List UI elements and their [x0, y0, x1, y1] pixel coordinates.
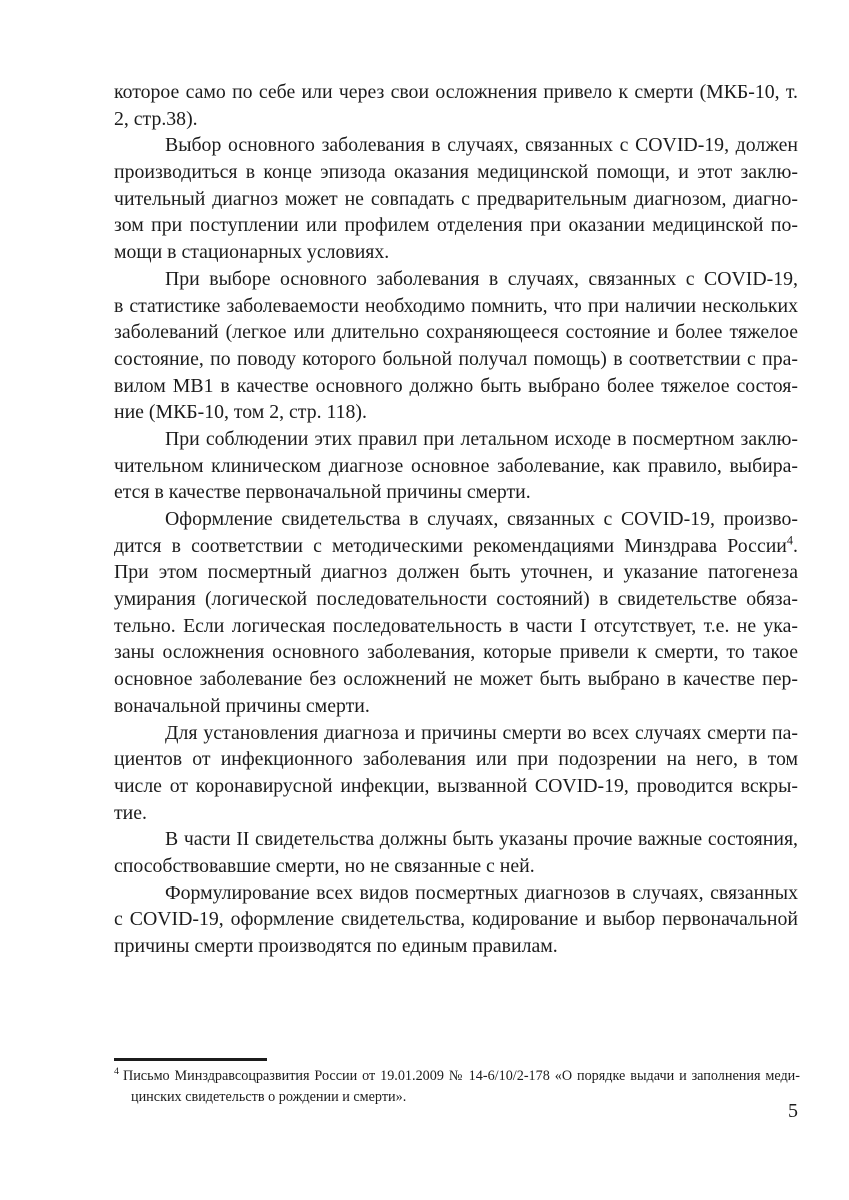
footnote-line: [114, 1066, 800, 1087]
text-line: причины смерти производятся по единым правилам.: [114, 935, 558, 957]
text-line: заны осложнения основного заболевания, которые привели к смерти, то такое: [114, 641, 798, 664]
footnote-marker: 4: [114, 1066, 119, 1078]
text-line: ние (МКБ-10, том 2, стр. 118).: [114, 401, 367, 424]
footnote-text: Письмо Минздравсоцразвития России от 19.01.2009 № 14-6/10/2-178 «О порядке выдачи и заполнения меди-: [122, 1068, 800, 1084]
footnote-line: цинских свидетельств о рождении и смерти».: [131, 1088, 407, 1105]
text-line: мощи в стационарных условиях.: [114, 241, 390, 264]
body-text: [114, 79, 798, 960]
text-line: в статистике заболеваемости необходимо помнить, что при наличии нескольких: [114, 294, 798, 317]
paragraph: [114, 880, 798, 960]
text-line: В части II свидетельства должны быть указаны прочие важные состояния,: [165, 828, 798, 851]
text-line: чительном клиническом диагнозе основное заболевание, как правило, выбира-: [114, 454, 798, 477]
text-line: с COVID-19, оформление свидетельства, кодирование и выбор первоначальной: [114, 908, 798, 931]
text-line: Формулирование всех видов посмертных диагнозов в случаях, связанных: [165, 881, 798, 904]
paragraph: [114, 506, 798, 720]
text-line: 2, стр.38).: [114, 107, 198, 130]
paragraph: [114, 426, 798, 506]
text-line: основное заболевание без осложнений не может быть выбрано в качестве пер-: [114, 668, 798, 691]
text-line: Для установления диагноза и причины смерти во всех случаях смерти па-: [165, 721, 798, 744]
text-line: умирания (логической последовательности состояний) в свидетельстве обяза-: [114, 588, 798, 611]
text-line: способствовавшие смерти, но не связанные с ней.: [114, 854, 535, 877]
text-line: заболеваний (легкое или длительно сохраняющееся состояние и более тяжелое: [114, 321, 798, 344]
text-segment: .: [793, 534, 798, 557]
text-line: вилом МВ1 в качестве основного должно быть выбрано более тяжелое состоя-: [114, 374, 798, 397]
text-line: ется в качестве первоначальной причины смерти.: [114, 481, 531, 504]
text-line: воначальной причины смерти.: [114, 694, 370, 717]
text-line: которое само по себе или через свои осложнения привело к смерти (МКБ-10, т.: [114, 81, 798, 103]
text-line: Оформление свидетельства в случаях, связанных с COVID-19, произво-: [165, 508, 798, 530]
text-line: [114, 533, 798, 560]
text-line: При выборе основного заболевания в случаях, связанных с COVID-19,: [165, 267, 798, 290]
text-line: При соблюдении этих правил при летальном исходе в посмертном заклю-: [165, 427, 798, 450]
text-line: зом при поступлении или профилем отделения при оказании медицинской по-: [114, 214, 798, 237]
paragraph: [114, 79, 798, 132]
text-line: циентов от инфекционного заболевания или при подозрении на него, в том: [114, 748, 798, 771]
text-line: производиться в конце эпизода оказания медицинской помощи, и этот заклю-: [114, 161, 798, 184]
paragraph: [114, 266, 798, 426]
text-line: тие.: [114, 801, 147, 824]
page-number: 5: [788, 1100, 798, 1122]
text-line: Выбор основного заболевания в случаях, связанных с COVID-19, должен: [165, 134, 798, 157]
footnote-separator: [114, 1058, 267, 1061]
text-line: При этом посмертный диагноз должен быть уточнен, и указание патогенеза: [114, 561, 798, 584]
text-line: числе от коронавирусной инфекции, вызванной COVID-19, проводится вскры-: [114, 774, 798, 797]
text-line: состояние, по поводу которого больной получал помощь) в соответствии с пра-: [114, 347, 798, 370]
text-line: тельно. Если логическая последовательность в части I отсутствует, т.е. не ука-: [114, 614, 798, 637]
footnote-reference: 4: [786, 533, 794, 548]
text-segment: дится в соответствии с методическими рекомендациями Минздрава России: [114, 534, 787, 557]
paragraph: [114, 132, 798, 265]
text-line: чительный диагноз может не совпадать с предварительным диагнозом, диагно-: [114, 187, 798, 210]
paragraph: [114, 826, 798, 879]
paragraph: [114, 720, 798, 827]
